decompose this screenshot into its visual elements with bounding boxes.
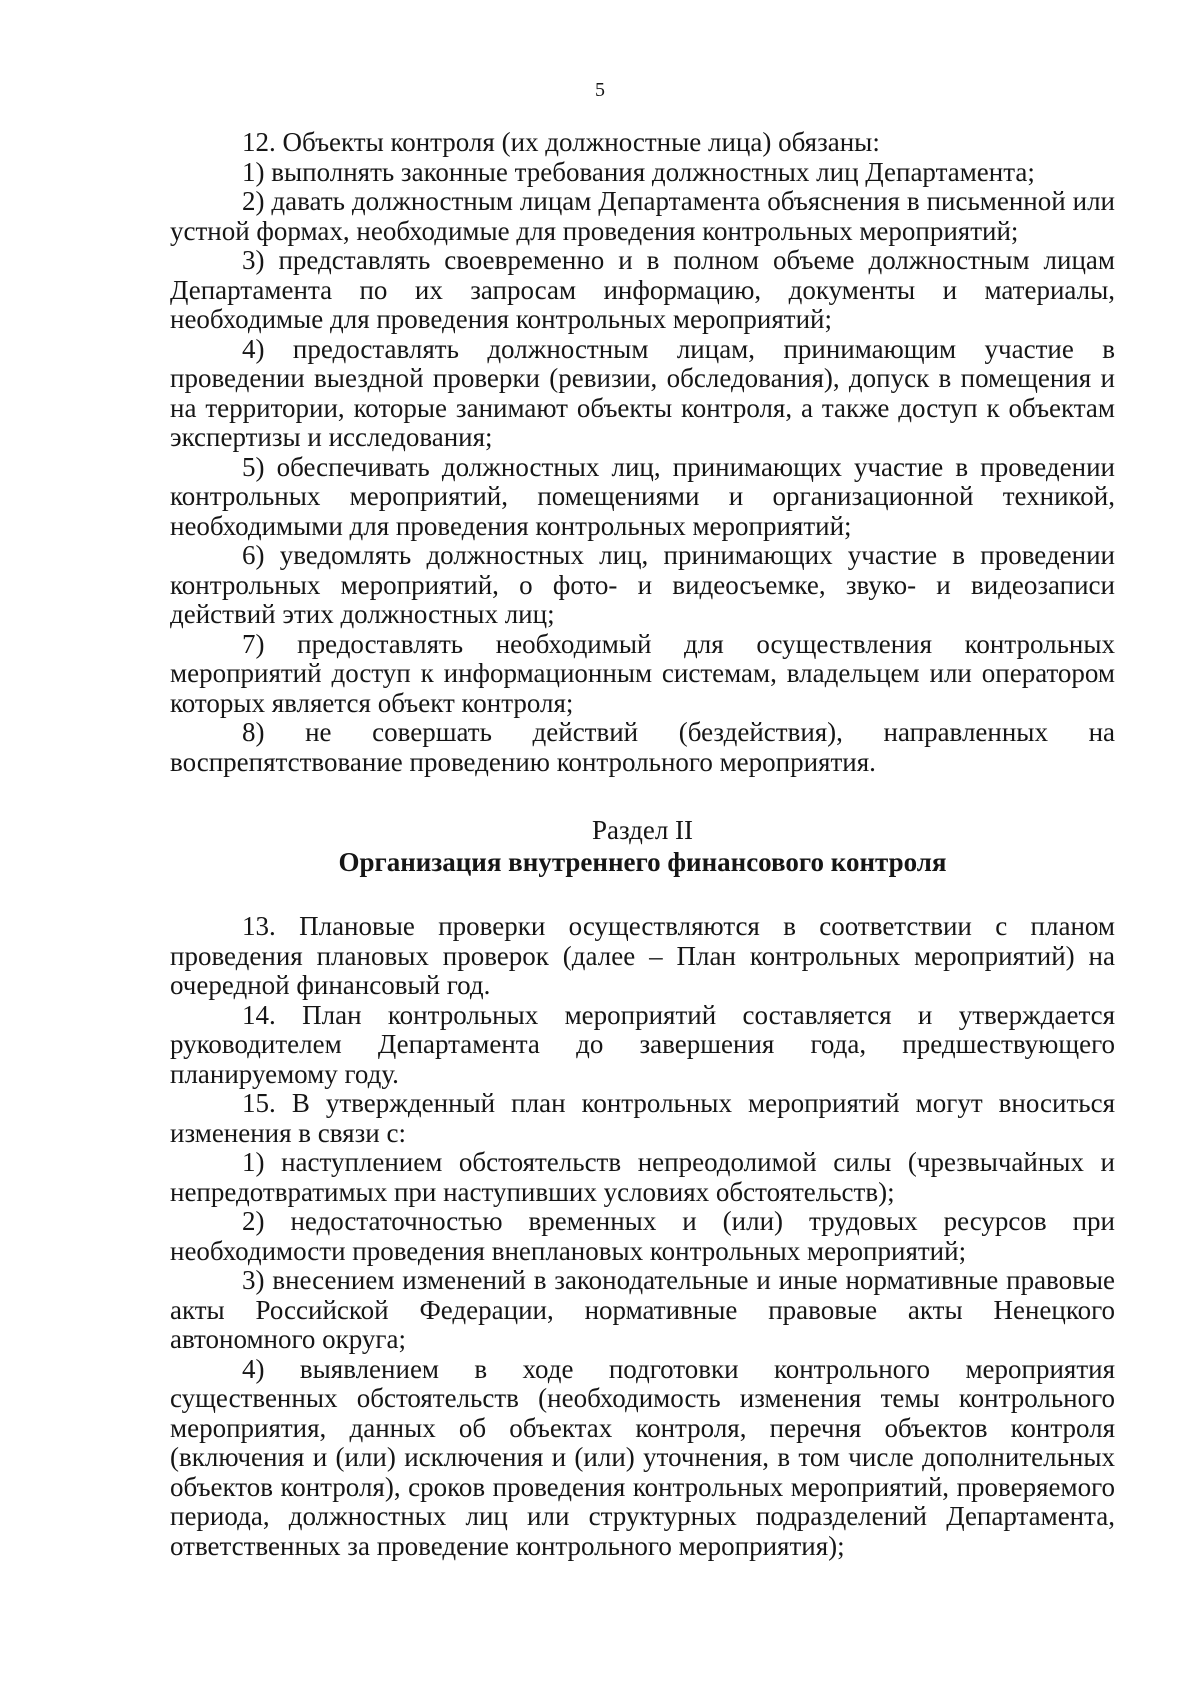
list-item-15-4: 4) выявлением в ходе подготовки контрольного мероприятия существенных обстоятельств (необходимость изменения темы контрольного мероприятия, данных об объектах контроля, перечня объектов контроля (включения и (или) исключения и (или) уточнения, в том числе дополнительных объектов контроля), сроков проведения контрольных мероприятий, проверяемого периода, должностных лиц или структурных подразделений Департамента, ответственных за проведение контрольного мероприятия);	[170, 1353, 1115, 1561]
document-body	[170, 128, 1115, 1561]
list-item-12-2: 2) давать должностным лицам Департамента объяснения в письменной или устной формах, необходимые для проведения контрольных мероприятий;	[170, 186, 1115, 246]
page-number: 5	[595, 79, 605, 101]
list-item-15-3: 3) внесением изменений в законодательные и иные нормативные правовые акты Российской Федерации, нормативные правовые акты Ненецкого автономного округа;	[170, 1265, 1115, 1354]
list-item-15-2: 2) недостаточностью временных и (или) трудовых ресурсов при необходимости проведения внеплановых контрольных мероприятий;	[170, 1206, 1115, 1266]
list-item-12-1: 1) выполнять законные требования должностных лиц Департамента;	[242, 156, 1035, 187]
section-label: Раздел II	[591, 815, 694, 845]
section-title: Организация внутреннего финансового контроля	[338, 847, 947, 877]
list-item-15-1: 1) наступлением обстоятельств непреодолимой силы (чрезвычайных и непредотвратимых при наступивших условиях обстоятельств);	[170, 1147, 1115, 1207]
list-item-12-6: 6) уведомлять должностных лиц, принимающих участие в проведении контрольных мероприятий, о фото- и видеосъемке, звуко- и видеозаписи действий этих должностных лиц;	[170, 540, 1115, 629]
list-item-12-7: 7) предоставлять необходимый для осуществления контрольных мероприятий доступ к информационным системам, владельцем или оператором которых является объект контроля;	[170, 628, 1115, 718]
list-item-12-3: 3) представлять своевременно и в полном объеме должностным лицам Департамента по их запросам информацию, документы и материалы, необходимые для проведения контрольных мероприятий;	[170, 245, 1115, 334]
list-item-12-4: 4) предоставлять должностным лицам, принимающим участие в проведении выездной проверки (ревизии, обследования), допуск в помещения и на территории, которые занимают объекты контроля, а также доступ к объектам экспертизы и исследования;	[170, 333, 1115, 452]
list-item-12-8: 8) не совершать действий (бездействия), направленных на воспрепятствование проведению контрольного мероприятия.	[170, 717, 1115, 777]
paragraph-15: 15. В утвержденный план контрольных мероприятий могут вноситься изменения в связи с:	[170, 1088, 1115, 1148]
list-item-12-5: 5) обеспечивать должностных лиц, принимающих участие в проведении контрольных мероприятий, помещениями и организационной техникой, необходимыми для проведения контрольных мероприятий;	[170, 451, 1115, 541]
paragraph-13: 13. Плановые проверки осуществляются в соответствии с планом проведения плановых проверок (далее – План контрольных мероприятий) на очередной финансовый год.	[170, 911, 1115, 1000]
paragraph-14: 14. План контрольных мероприятий составляется и утверждается руководителем Департамента до завершения года, предшествующего планируемому году.	[170, 999, 1115, 1089]
paragraph-12: 12. Объекты контроля (их должностные лица) обязаны:	[242, 127, 880, 157]
